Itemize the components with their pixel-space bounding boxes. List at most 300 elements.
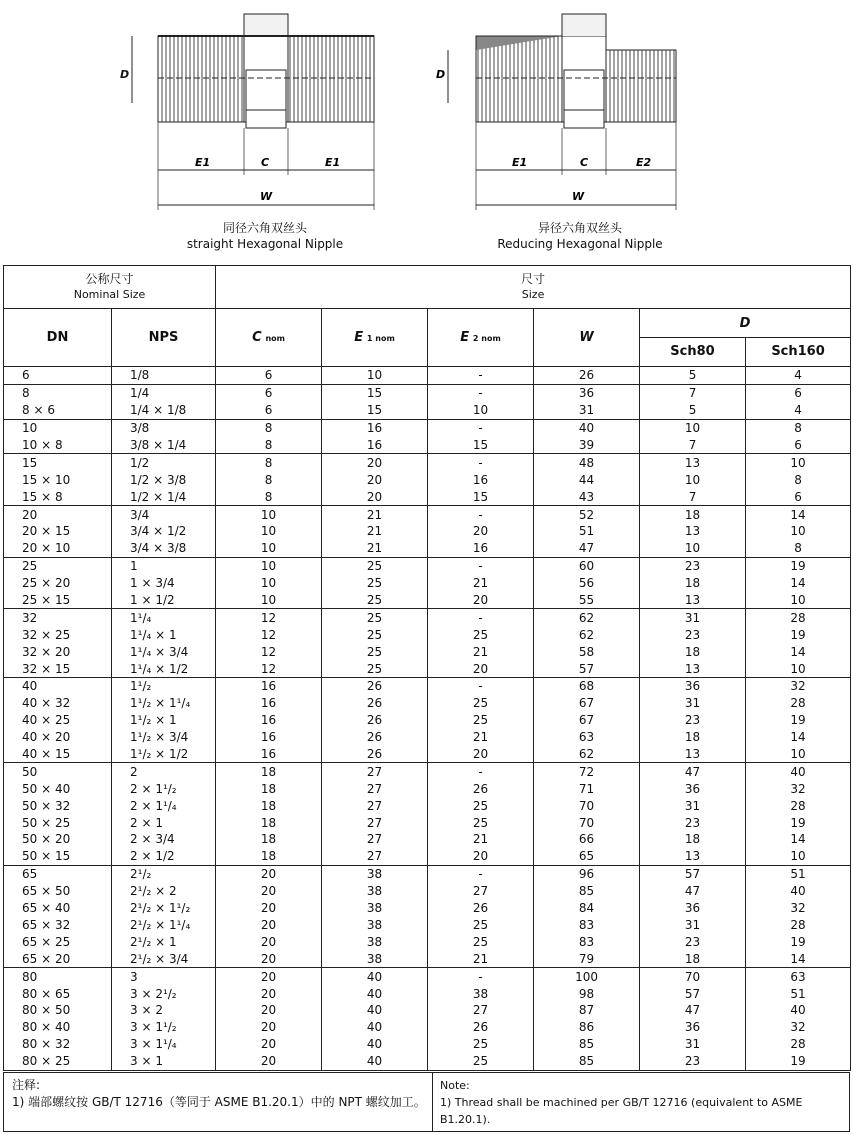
notes-cn-title: 注释: [12, 1078, 41, 1092]
table-cell: 2¹/₂ × 1 [112, 933, 216, 950]
table-cell: 38 [322, 883, 428, 900]
table-cell: 40 [534, 419, 640, 436]
table-cell: 20 [216, 1019, 322, 1036]
table-cell: 25 × 15 [22, 593, 71, 608]
table-cell: 51 [534, 523, 640, 540]
notes-cn [12, 1077, 432, 1111]
table-cell: 6 [746, 437, 851, 454]
table-row [4, 1053, 851, 1070]
table-row [4, 1002, 851, 1019]
table-cell: 14 [746, 950, 851, 967]
notes-box [3, 1072, 850, 1132]
table-cell: 50 [4, 763, 112, 780]
table-cell: 23 [640, 933, 746, 950]
table-cell: 21 [322, 506, 428, 523]
table-row [4, 488, 851, 505]
table-cell: 12 [216, 609, 322, 626]
table-cell: 31 [534, 402, 640, 419]
table-cell: 68 [534, 678, 640, 695]
table-cell: 1 [112, 557, 216, 574]
table-cell: 14 [746, 831, 851, 848]
table-cell: 10 [746, 848, 851, 865]
table-cell: 4 [746, 367, 851, 385]
table-cell: 18 [640, 643, 746, 660]
table-cell: - [428, 557, 534, 574]
table-cell: 14 [746, 643, 851, 660]
table-cell: 10 [216, 506, 322, 523]
right-title-en: Reducing Hexagonal Nipple [497, 237, 663, 251]
table-cell: 18 [640, 729, 746, 746]
table-cell: 44 [534, 471, 640, 488]
left-caption [150, 220, 380, 252]
table-cell: 40 [322, 1053, 428, 1070]
table-cell: 20 [322, 488, 428, 505]
table-cell: - [428, 384, 534, 401]
table-row [4, 626, 851, 643]
table-cell: 25 [322, 626, 428, 643]
table-cell: 13 [640, 660, 746, 677]
table-row [4, 506, 851, 523]
left-title-en: straight Hexagonal Nipple [186, 237, 344, 251]
table-cell: - [428, 419, 534, 436]
table-cell: 10 [4, 419, 112, 436]
table-cell: 10 [746, 523, 851, 540]
table-cell: 47 [640, 1002, 746, 1019]
table-cell: 25 [428, 1053, 534, 1070]
table-cell: 2 × 1¹/₄ [112, 797, 216, 814]
table-cell: 12 [216, 660, 322, 677]
table-cell: 40 [746, 883, 851, 900]
table-cell: 1¹/₄ × 1/2 [112, 660, 216, 677]
table-cell: - [428, 968, 534, 985]
table-cell: 16 [428, 471, 534, 488]
table-cell: 100 [534, 968, 640, 985]
table-cell: 65 [534, 848, 640, 865]
table-cell: 40 [322, 1002, 428, 1019]
table-cell: 8 [746, 471, 851, 488]
table-cell: 3/4 × 3/8 [112, 540, 216, 557]
table-cell: 57 [640, 865, 746, 882]
table-cell: 3 × 2¹/₂ [112, 985, 216, 1002]
table-row [4, 660, 851, 677]
table-cell: - [428, 454, 534, 471]
table-cell: 26 [428, 900, 534, 917]
table-cell: 19 [746, 814, 851, 831]
table-row [4, 643, 851, 660]
table-cell: 12 [216, 643, 322, 660]
table-cell: 65 × 32 [22, 917, 71, 932]
table-row [4, 557, 851, 574]
table-cell: 80 × 65 [22, 986, 71, 1001]
table-cell: 27 [322, 848, 428, 865]
table-cell: 2 × 3/4 [112, 831, 216, 848]
table-cell: 28 [746, 609, 851, 626]
table-cell: 63 [746, 968, 851, 985]
table-cell: 28 [746, 695, 851, 712]
table-cell: 1 × 1/2 [112, 592, 216, 609]
table-cell: 21 [428, 643, 534, 660]
table-cell: 32 × 25 [22, 627, 71, 642]
table-cell: 10 [640, 471, 746, 488]
table-cell: 10 [428, 402, 534, 419]
table-cell: 71 [534, 780, 640, 797]
table-cell: 40 × 32 [22, 696, 71, 711]
table-cell: 16 [216, 746, 322, 763]
table-cell: 2¹/₂ [112, 865, 216, 882]
table-cell: 20 [428, 592, 534, 609]
nominal-size-header: 公称尺寸 Nominal Size [73, 272, 146, 301]
right-d-label: D [436, 68, 446, 81]
nipple-diagrams [0, 0, 853, 262]
right-e1-label: E1 [512, 156, 528, 169]
table-cell: 18 [216, 831, 322, 848]
table-cell: 20 × 15 [22, 524, 71, 539]
table-cell: 20 [428, 523, 534, 540]
table-cell: 21 [428, 831, 534, 848]
left-d-label: D [120, 68, 130, 81]
table-cell: 65 [4, 865, 112, 882]
table-cell: 10 [216, 557, 322, 574]
table-cell: 32 [746, 900, 851, 917]
table-cell: 36 [640, 900, 746, 917]
table-row [4, 540, 851, 557]
table-cell: 27 [322, 763, 428, 780]
table-cell: - [428, 865, 534, 882]
table-row [4, 883, 851, 900]
table-cell: 19 [746, 557, 851, 574]
table-cell: 36 [534, 384, 640, 401]
table-cell: 5 [640, 367, 746, 385]
table-cell: 31 [640, 1036, 746, 1053]
table-cell: 6 [4, 367, 112, 385]
table-row [4, 454, 851, 471]
table-cell: 3/8 × 1/4 [112, 437, 216, 454]
table-cell: 20 [216, 1002, 322, 1019]
table-cell: 80 × 32 [22, 1037, 71, 1052]
right-c-label: C [580, 156, 589, 169]
table-cell: 58 [534, 643, 640, 660]
table-cell: 2¹/₂ × 2 [112, 883, 216, 900]
table-cell: 15 × 8 [22, 489, 63, 504]
table-cell: 10 [322, 367, 428, 385]
table-cell: 98 [534, 985, 640, 1002]
spec-table-body [4, 367, 851, 1071]
straight-nipple-drawing [120, 14, 374, 210]
left-e1b-label: E1 [325, 156, 341, 169]
table-cell: 83 [534, 933, 640, 950]
notes-cn-text: 1) 端部螺纹按 GB/T 12716（等同于 ASME B1.20.1）中的 NPT 螺纹加工。 [12, 1095, 426, 1109]
table-cell: 27 [322, 797, 428, 814]
table-cell: 23 [640, 712, 746, 729]
table-cell: 28 [746, 797, 851, 814]
table-cell: 40 × 25 [22, 713, 71, 728]
table-cell: 2 × 1 [112, 814, 216, 831]
table-row [4, 865, 851, 882]
table-cell: 25 [428, 695, 534, 712]
table-cell: 38 [322, 917, 428, 934]
table-cell: 80 × 40 [22, 1020, 71, 1035]
sch80-header: Sch80 [640, 338, 746, 367]
table-row [4, 592, 851, 609]
table-cell: 10 [746, 454, 851, 471]
table-cell: 96 [534, 865, 640, 882]
sch160-header: Sch160 [746, 338, 851, 367]
table-cell: 3 × 1¹/₄ [112, 1036, 216, 1053]
table-cell: 13 [640, 592, 746, 609]
table-cell: 10 [746, 660, 851, 677]
table-cell: 27 [322, 814, 428, 831]
table-cell: 20 × 10 [22, 541, 71, 556]
table-cell: 8 [216, 488, 322, 505]
table-cell: 40 [746, 763, 851, 780]
c-header: C nom [216, 309, 322, 367]
table-row [4, 471, 851, 488]
table-cell: 16 [428, 540, 534, 557]
table-cell: 14 [746, 729, 851, 746]
table-cell: 10 [640, 419, 746, 436]
table-cell: 6 [216, 367, 322, 385]
left-w-label: W [260, 190, 273, 203]
table-cell: 15 [428, 437, 534, 454]
table-cell: 21 [322, 540, 428, 557]
table-cell: 28 [746, 917, 851, 934]
table-cell: 1¹/₂ × 1 [112, 712, 216, 729]
table-cell: 65 × 40 [22, 901, 71, 916]
table-cell: 26 [428, 780, 534, 797]
table-cell: 67 [534, 695, 640, 712]
table-cell: 32 × 20 [22, 644, 71, 659]
right-title-cn: 异径六角双丝头 [537, 221, 622, 235]
table-cell: 70 [640, 968, 746, 985]
table-cell: 6 [216, 402, 322, 419]
table-cell: 15 [4, 454, 112, 471]
table-cell: 31 [640, 609, 746, 626]
table-cell: 20 [428, 660, 534, 677]
table-cell: 25 [428, 712, 534, 729]
table-cell: 25 [322, 660, 428, 677]
table-cell: 2¹/₂ × 3/4 [112, 950, 216, 967]
table-cell: 2¹/₂ × 1¹/₄ [112, 917, 216, 934]
table-row [4, 814, 851, 831]
table-cell: 36 [640, 678, 746, 695]
table-cell: - [428, 506, 534, 523]
table-cell: 84 [534, 900, 640, 917]
table-cell: 25 [322, 575, 428, 592]
table-cell: 20 [216, 985, 322, 1002]
table-cell: 51 [746, 865, 851, 882]
table-cell: 55 [534, 592, 640, 609]
table-cell: 20 [216, 1053, 322, 1070]
table-cell: 62 [534, 746, 640, 763]
table-cell: 10 [640, 540, 746, 557]
table-cell: 32 [746, 678, 851, 695]
left-title-cn: 同径六角双丝头 [222, 221, 307, 235]
table-cell: 62 [534, 626, 640, 643]
table-cell: 65 × 20 [22, 951, 71, 966]
table-cell: 13 [640, 454, 746, 471]
table-cell: 1/2 [112, 454, 216, 471]
table-cell: 10 [216, 523, 322, 540]
table-cell: 1¹/₄ [112, 609, 216, 626]
table-cell: 8 [4, 384, 112, 401]
table-cell: 36 [640, 780, 746, 797]
table-cell: 50 × 15 [22, 849, 71, 864]
table-row [4, 678, 851, 695]
notes-en [440, 1077, 845, 1128]
table-cell: 16 [322, 437, 428, 454]
table-row [4, 746, 851, 763]
table-cell: 18 [640, 575, 746, 592]
table-cell: 43 [534, 488, 640, 505]
table-row [4, 575, 851, 592]
table-row [4, 797, 851, 814]
table-cell: 7 [640, 488, 746, 505]
table-cell: 27 [322, 831, 428, 848]
table-cell: 47 [534, 540, 640, 557]
table-cell: 38 [322, 865, 428, 882]
table-cell: 72 [534, 763, 640, 780]
table-row [4, 831, 851, 848]
table-cell: 18 [640, 831, 746, 848]
table-cell: 40 × 20 [22, 730, 71, 745]
table-row [4, 384, 851, 401]
table-cell: 40 [746, 1002, 851, 1019]
table-cell: 40 [4, 678, 112, 695]
table-cell: 25 [322, 557, 428, 574]
table-cell: 48 [534, 454, 640, 471]
table-cell: 23 [640, 1053, 746, 1070]
table-cell: 20 [216, 933, 322, 950]
table-cell: 18 [216, 780, 322, 797]
table-cell: 23 [640, 557, 746, 574]
table-cell: 32 [746, 780, 851, 797]
table-cell: 38 [322, 950, 428, 967]
table-cell: 8 × 6 [22, 403, 55, 418]
table-cell: 85 [534, 1036, 640, 1053]
table-cell: 19 [746, 712, 851, 729]
table-cell: 25 × 20 [22, 576, 71, 591]
table-cell: 1¹/₄ × 3/4 [112, 643, 216, 660]
table-cell: 13 [640, 523, 746, 540]
left-e1-label: E1 [195, 156, 211, 169]
table-cell: 16 [216, 712, 322, 729]
table-row [4, 968, 851, 985]
table-cell: 18 [640, 506, 746, 523]
table-cell: 50 × 20 [22, 832, 71, 847]
table-cell: 13 [640, 848, 746, 865]
table-cell: 10 [746, 592, 851, 609]
table-row [4, 780, 851, 797]
table-cell: 14 [746, 506, 851, 523]
table-cell: 56 [534, 575, 640, 592]
table-cell: 25 [428, 797, 534, 814]
table-cell: 38 [322, 900, 428, 917]
table-cell: 32 [746, 1019, 851, 1036]
table-cell: 1¹/₄ × 1 [112, 626, 216, 643]
table-cell: 25 [322, 609, 428, 626]
spec-table [3, 265, 851, 1071]
table-cell: 52 [534, 506, 640, 523]
table-cell: 3/8 [112, 419, 216, 436]
nps-header: NPS [112, 309, 216, 367]
table-cell: 26 [322, 746, 428, 763]
table-cell: 26 [322, 678, 428, 695]
table-cell: 25 [428, 626, 534, 643]
table-cell: 63 [534, 729, 640, 746]
table-cell: 50 × 32 [22, 798, 71, 813]
table-cell: 2¹/₂ × 1¹/₂ [112, 900, 216, 917]
table-cell: 23 [640, 626, 746, 643]
table-cell: 21 [428, 575, 534, 592]
table-cell: 8 [216, 471, 322, 488]
table-cell: 40 × 15 [22, 747, 71, 762]
table-cell: 1/8 [112, 367, 216, 385]
table-row [4, 609, 851, 626]
table-cell: 40 [322, 985, 428, 1002]
table-cell: 47 [640, 763, 746, 780]
table-cell: 16 [216, 729, 322, 746]
table-cell: 25 [322, 592, 428, 609]
table-cell: 86 [534, 1019, 640, 1036]
table-cell: 7 [640, 437, 746, 454]
w-header: W [534, 309, 640, 367]
table-cell: 1¹/₂ × 3/4 [112, 729, 216, 746]
table-row [4, 933, 851, 950]
table-row [4, 1019, 851, 1036]
table-cell: 28 [746, 1036, 851, 1053]
table-cell: 6 [746, 384, 851, 401]
table-cell: 2 × 1¹/₂ [112, 780, 216, 797]
table-cell: 20 [4, 506, 112, 523]
table-cell: 18 [640, 950, 746, 967]
table-cell: 1/2 × 1/4 [112, 488, 216, 505]
table-cell: 3 × 1¹/₂ [112, 1019, 216, 1036]
table-cell: 1¹/₂ [112, 678, 216, 695]
table-cell: 20 [216, 968, 322, 985]
table-cell: 25 [322, 643, 428, 660]
table-cell: 21 [428, 950, 534, 967]
table-cell: 23 [640, 814, 746, 831]
reducing-nipple-drawing [436, 14, 676, 210]
table-cell: 20 [216, 917, 322, 934]
table-cell: 27 [428, 883, 534, 900]
notes-en-title: Note: [440, 1079, 470, 1092]
table-cell: 10 [216, 575, 322, 592]
table-cell: 20 [428, 848, 534, 865]
table-cell: 19 [746, 626, 851, 643]
table-cell: 26 [322, 695, 428, 712]
table-cell: 18 [216, 814, 322, 831]
table-cell: 31 [640, 917, 746, 934]
table-cell: 26 [322, 729, 428, 746]
right-e2-label: E2 [636, 156, 652, 169]
table-row [4, 729, 851, 746]
table-cell: 18 [216, 763, 322, 780]
table-cell: 39 [534, 437, 640, 454]
table-cell: 16 [322, 419, 428, 436]
table-cell: 66 [534, 831, 640, 848]
table-cell: 32 [4, 609, 112, 626]
table-cell: 8 [216, 419, 322, 436]
table-cell: 15 × 10 [22, 472, 71, 487]
table-cell: 20 [322, 471, 428, 488]
table-cell: 13 [640, 746, 746, 763]
table-cell: 6 [216, 384, 322, 401]
table-cell: 12 [216, 626, 322, 643]
table-cell: 3/4 [112, 506, 216, 523]
table-cell: 1/4 [112, 384, 216, 401]
table-cell: 10 [216, 540, 322, 557]
